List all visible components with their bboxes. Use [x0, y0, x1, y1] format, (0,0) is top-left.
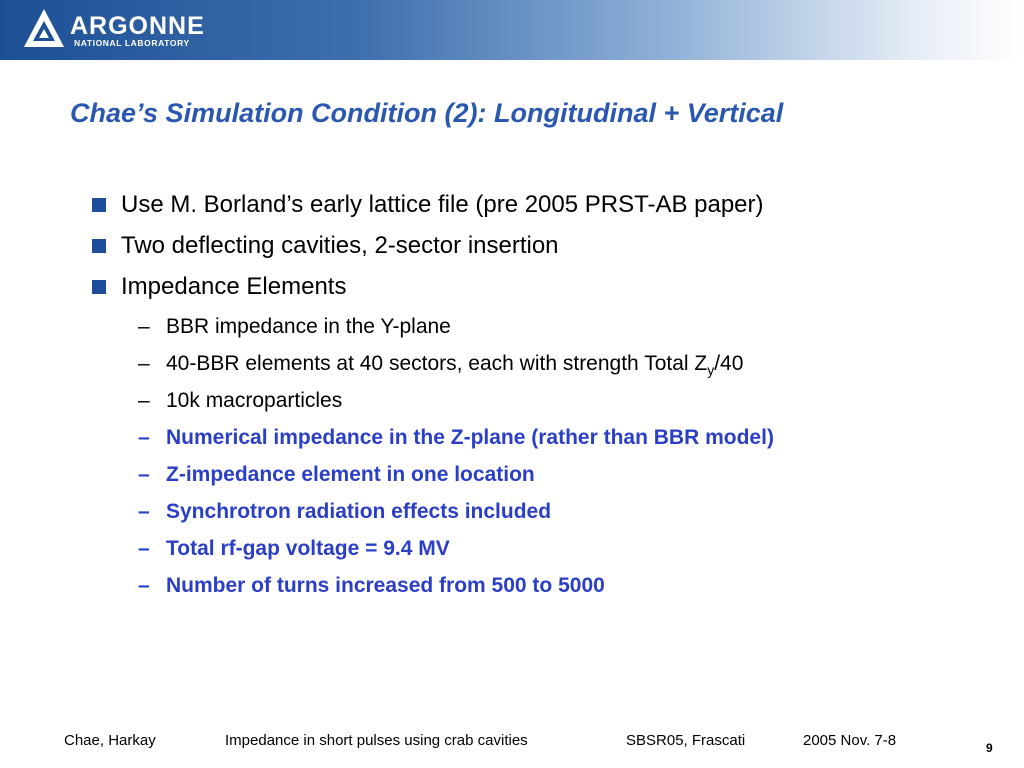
sub-item-text: Z-impedance element in one location — [166, 463, 535, 486]
bullet-item — [90, 268, 990, 309]
sub-item-text: BBR impedance in the Y-plane — [166, 315, 451, 338]
subscript: y — [707, 362, 715, 379]
square-bullet-icon — [92, 198, 106, 212]
logo-subtitle: NATIONAL LABORATORY — [74, 38, 190, 48]
sub-item-highlight — [90, 457, 990, 494]
sub-item-text: Synchrotron radiation effects included — [166, 500, 552, 523]
dash-icon: – — [138, 574, 150, 597]
bullet-item — [90, 227, 990, 268]
sub-item-text: 40-BBR elements at 40 sectors, each with strength Total Z — [166, 352, 708, 375]
bullet-list — [90, 186, 990, 605]
footer-date: 2005 Nov. 7-8 — [803, 732, 897, 749]
dash-icon: – — [138, 426, 150, 449]
dash-icon: – — [138, 463, 150, 486]
sub-item-highlight — [90, 420, 990, 457]
slide-title: Chae’s Simulation Condition (2): Longitudinal + Vertical — [70, 98, 784, 128]
square-bullet-icon — [92, 280, 106, 294]
header-band — [0, 0, 1024, 60]
bullet-text: Use M. Borland’s early lattice file (pre 2005 PRST-AB paper) — [121, 191, 764, 218]
dash-icon: – — [138, 352, 150, 375]
square-bullet-icon — [92, 239, 106, 253]
sub-item-text: 10k macroparticles — [166, 389, 343, 412]
page-number: 9 — [986, 741, 993, 755]
footer-authors: Chae, Harkay — [64, 732, 156, 749]
dash-icon: – — [138, 500, 150, 523]
bullet-text: Two deflecting cavities, 2-sector insertion — [121, 232, 559, 259]
footer-venue: SBSR05, Frascati — [626, 732, 746, 749]
bullet-text: Impedance Elements — [121, 273, 347, 300]
sub-item-highlight — [90, 494, 990, 531]
logo-wordmark: ARGONNE — [70, 12, 205, 40]
sub-item-highlight — [90, 531, 990, 568]
sub-item-text: Total rf-gap voltage = 9.4 MV — [166, 537, 450, 560]
sub-item-text: Numerical impedance in the Z-plane (rather than BBR model) — [166, 426, 774, 449]
sub-item-text: Number of turns increased from 500 to 5000 — [166, 574, 605, 597]
sub-item-suffix: /40 — [714, 352, 744, 375]
sub-item — [90, 346, 990, 383]
bullet-item — [90, 186, 990, 227]
dash-icon: – — [138, 389, 150, 412]
sub-item-highlight — [90, 568, 990, 605]
argonne-logo — [22, 7, 222, 53]
dash-icon: – — [138, 315, 150, 338]
sub-item — [90, 383, 990, 420]
sub-item — [90, 309, 990, 346]
dash-icon: – — [138, 537, 150, 560]
footer-topic: Impedance in short pulses using crab cavities — [225, 732, 528, 749]
argonne-logo-icon — [22, 7, 66, 51]
